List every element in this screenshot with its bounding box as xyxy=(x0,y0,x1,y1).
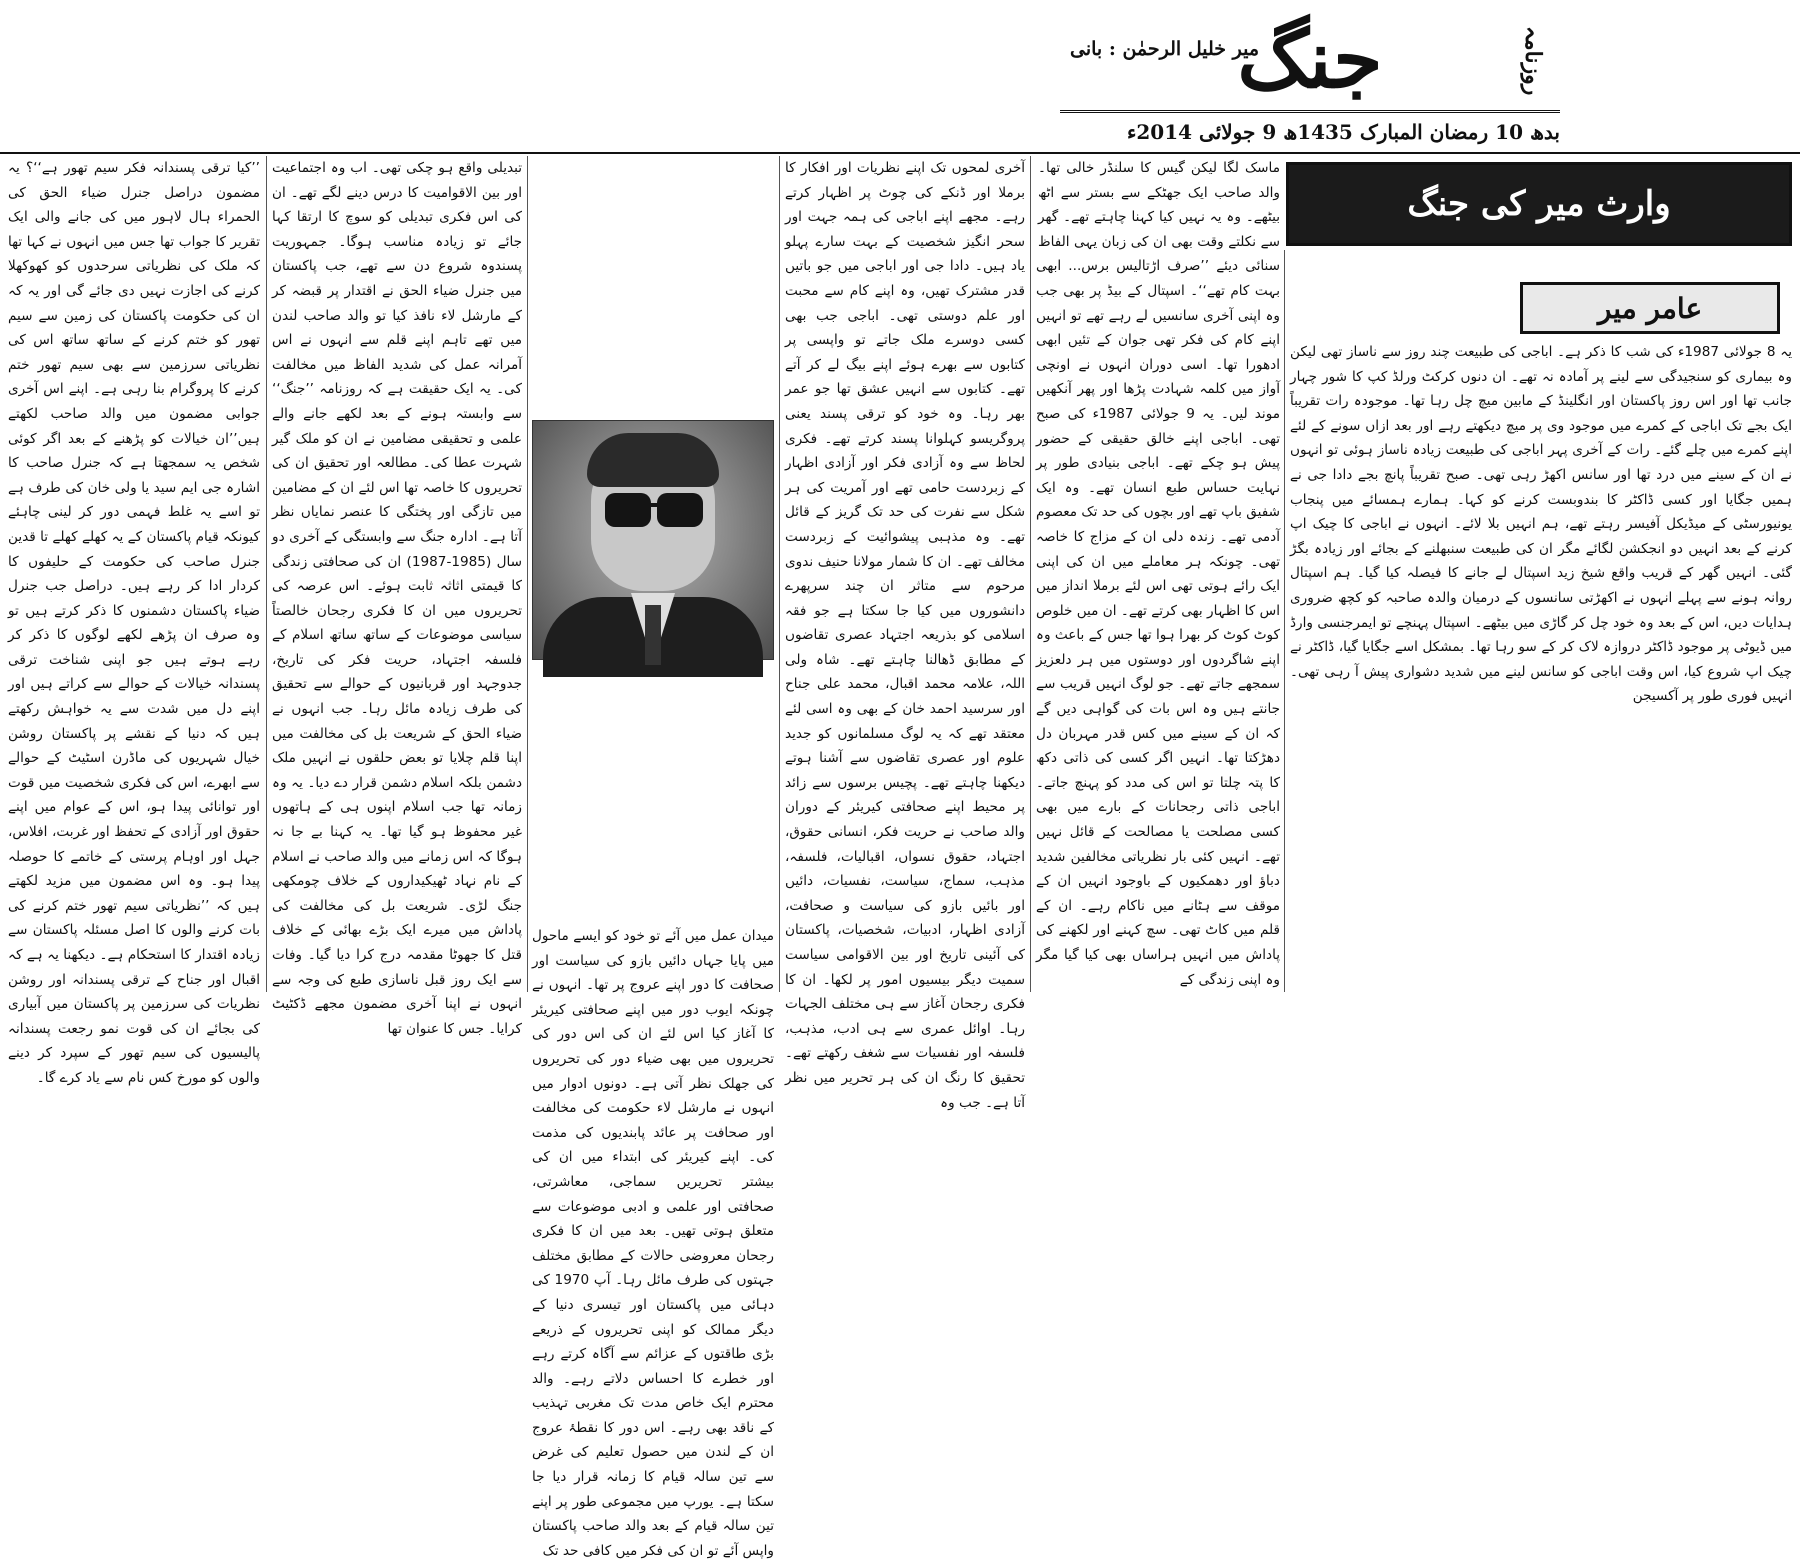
author-father-portrait xyxy=(532,420,774,660)
article-column-6 xyxy=(8,156,260,1086)
article-column-2 xyxy=(1036,156,1280,992)
column-text: یہ 8 جولائی 1987ء کی شب کا ذکر ہے۔ اباجی کی طبیعت چند روز سے ناساز تھی لیکن وہ بیماری کو سنجیدگی سے لینے پر آمادہ نہ تھے۔ ان دنوں کرکٹ ورلڈ کپ کا شور چہار جانب تھا اور اس روز پاکستان اور انگلینڈ کے مابین میچ چل رہا تھا۔ موجودہ رات تقریباً ایک بجے تک اباجی کے کمرے میں موجود وی پر میچ دیکھتے رہے اور بعد ازاں سونے کے لئے اپنے کمرے میں چلے گئے۔ رات کے آخری پہر اباجی کی طبیعت زیادہ ناساز ہوئی تو انہوں نے ان کے سینے میں درد تھا اور سانس اکھڑ رہی تھی۔ صبح تقریباً پانچ بجے دادا جی نے ہمیں جگایا اور کسی ڈاکٹر کا بندوبست کرنے کو کہا۔ ہمارے ہمسائے میں پنجاب یونیورسٹی کے میڈیکل آفیسر رہتے تھے، ہم انہیں بلا لائے۔ انہوں نے اباجی کا چیک اپ کرنے کے بعد انہیں دو انجکشن لگائے مگر ان کی طبیعت سنبھلنے کے بجائے اور زیادہ بگڑ گئی۔ انہیں گھر کے قریب واقع شیخ زید اسپتال لے جانے کا فیصلہ کیا گیا۔ ہم اسپتال روانہ ہونے سے پہلے انہوں نے اکھڑتی سانسوں کے درمیان والدہ صاحبہ کو کچھ ضروری ہدایات دیں، اس کے بعد وہ خود چل کر گاڑی میں بیٹھے۔ اسپتال پہنچے تو ایمرجنسی وارڈ میں ڈیوٹی پر موجود ڈاکٹر دروازہ لاک کر کے سو رہا تھا۔ بمشکل اسے جگایا گیا، ڈاکٹر نے چیک اپ شروع کیا، اس وقت اباجی کو سانس لینے میں شدید دشواری پیش آ رہی تھی۔ انہیں فوری طور پر آکسیجن xyxy=(1290,344,1792,705)
photo-glasses-left xyxy=(605,493,651,527)
article-column-5 xyxy=(272,156,522,1037)
column-divider xyxy=(1030,156,1031,992)
founder-label: بانی xyxy=(1070,38,1103,60)
photo-tie xyxy=(645,605,661,665)
article-column-3 xyxy=(785,156,1025,1111)
column-text: تبدیلی واقع ہو چکی تھی۔ اب وہ اجتماعیت اور بین الاقوامیت کا درس دینے لگے تھے۔ ان کی اس فکری تبدیلی کو سوچ کا ارتقا کہا جائے تو زیادہ مناسب ہوگا۔ جمہوریت پسندوہ شروع دن سے تھے، جب پاکستان میں جنرل ضیاء الحق نے اقتدار پر قبضہ کر کے مارشل لاء نافذ کیا تو والد صاحب لندن میں تھے تاہم اپنے قلم سے انہوں نے اس آمرانہ عمل کی شدید الفاظ میں مخالفت کی۔ یہ ایک حقیقت ہے کہ روزنامہ ’’جنگ‘‘ سے وابستہ ہونے کے بعد لکھے جانے والے علمی و تحقیقی مضامین نے ان کو ملک گیر شہرت عطا کی۔ مطالعہ اور تحقیق ان کی تحریروں کا خاصہ تھا اس لئے ان کے مضامین میں تازگی اور پختگی کا عنصر نمایاں نظر آتا ہے۔ ادارہ جنگ سے وابستگی کے آخری دو سال (1985-1987) ان کی صحافتی زندگی کا قیمتی اثاثہ ثابت ہوئے۔ اس عرصہ کی تحریروں میں ان کا فکری رجحان خالصتاً سیاسی موضوعات کے ساتھ ساتھ اسلام کے فلسفہ اجتہاد، حریت فکر کی تاریخ، جدوجہد اور قربانیوں کے حوالے سے تحقیق کی طرف زیادہ مائل رہا۔ جب انہوں نے ضیاء الحق کے شریعت بل کی مخالفت میں اپنا قلم چلایا تو بعض حلقوں نے انہیں ملک دشمن بلکہ اسلام دشمن قرار دے دیا۔ یہ وہ زمانہ تھا جب اسلام اپنوں ہی کے ہاتھوں غیر محفوظ ہو گیا تھا۔ یہ کہنا بے جا نہ ہوگا کہ اس زمانے میں والد صاحب نے اسلام کے نام نہاد ٹھیکیداروں کے خلاف چومکھی جنگ لڑی۔ شریعت بل کی مخالفت کی پاداش میں میرے ایک بڑے بھائی کے خلاف قتل کا جھوٹا مقدمہ درج کرا دیا گیا۔ وفات سے ایک روز قبل ناسازی طبع کی وجہ سے انہوں نے اپنا آخری مضمون مجھے ڈکٹیٹ کرایا۔ جس کا عنوان تھا xyxy=(272,160,522,1037)
photo-hair xyxy=(587,433,719,487)
column-divider xyxy=(266,156,267,992)
article-headline: وارث میر کی جنگ xyxy=(1286,162,1792,246)
column-text: آخری لمحوں تک اپنے نظریات اور افکار کا برملا اور ڈنکے کی چوٹ پر اظہار کرتے رہے۔ مجھے اپنے اباجی کی ہمہ جہت اور سحر انگیز شخصیت کے بہت سارے پہلو یاد ہیں۔ دادا جی اور اباجی میں جو باتیں قدر مشترک تھیں، وہ اپنے کام سے محبت اور علم دوستی تھی۔ اباجی جب بھی کسی دوسرے ملک جاتے تو واپسی پر کتابوں سے بھرے ہوئے اپنے بیگ لے کر آتے تھے۔ کتابوں سے انہیں عشق تھا جو عمر بھر رہا۔ وہ خود کو ترقی پسند یعنی پروگریسو کہلوانا پسند کرتے تھے۔ فکری لحاظ سے وہ آزادی فکر اور آزادی اظہار کے زبردست حامی تھے اور آمریت کی ہر شکل سے نفرت کی حد تک گریز کے قائل تھے۔ وہ مذہبی پیشوائیت کے زبردست مخالف تھے۔ ان کا شمار مولانا حنیف ندوی مرحوم سے متاثر ان چند سرپھرے دانشوروں میں کیا جا سکتا ہے جو فقہ اسلامی کو بذریعہ اجتہاد عصری تقاضوں کے مطابق ڈھالنا چاہتے تھے۔ شاہ ولی اللہ، علامہ محمد اقبال، محمد علی جناح اور سرسید احمد خان کے بھی وہ اسی لئے معتقد تھے کہ یہ لوگ مسلمانوں کو جدید علوم اور عصری تقاضوں سے آشنا ہوتے دیکھنا چاہتے تھے۔ پچیس برسوں سے زائد پر محیط اپنے صحافتی کیریئر کے دوران والد صاحب نے حریت فکر، انسانی حقوق، اجتہاد، حقوق نسواں، اقبالیات، فلسفہ، مذہب، سماج، سیاست، نفسیات، دائیں اور بائیں بازو کی سیاست و صحافت، آزادی اظہار، ادبیات، شخصیات، پاکستان کی آئینی تاریخ اور بین الاقوامی سیاست سمیت دیگر بیسیوں امور پر لکھا۔ ان کا فکری رجحان آغاز سے ہی مختلف الجہات رہا۔ اوائل عمری سے ہی ادب، مذہب، فلسفہ اور نفسیات سے شغف رکھتے تھے۔ تحقیق کا رنگ ان کی ہر تحریر میں نظر آتا ہے۔ جب وہ xyxy=(785,160,1025,1111)
founder-name: میر خلیل الرحمٰن xyxy=(1122,38,1259,60)
masthead xyxy=(1060,6,1560,118)
dateline: بدھ 10 رمضان المبارک 1435ھ 9 جولائی 2014ء xyxy=(1085,120,1560,154)
article-byline: عامر میر xyxy=(1520,282,1780,334)
logo-text: جنگ xyxy=(1237,12,1383,106)
column-divider xyxy=(779,156,780,992)
column-divider xyxy=(527,156,528,992)
newspaper-logo xyxy=(1060,6,1560,113)
column-text: ماسک لگا لیکن گیس کا سلنڈر خالی تھا۔ والد صاحب ایک جھٹکے سے بستر سے اٹھ بیٹھے۔ وہ یہ نہیں کیا کہنا چاہتے تھے۔ گھر سے نکلتے وقت بھی ان کی زبان یہی الفاظ سنائی دیئے ’’صرف اڑتالیس برس... ابھی بہت کام تھے‘‘۔ اسپتال کے بیڈ پر بھی جب وہ اپنی آخری سانسیں لے رہے تھے تو انہیں اپنے کام کی فکر تھی جوان کے تئیں ابھی ادھورا تھا۔ اسی دوران انہوں نے اونچی آواز میں کلمہ شہادت پڑھا اور پھر آنکھیں موند لیں۔ یہ 9 جولائی 1987ء کی صبح تھی۔ اباجی اپنے خالق حقیقی کے حضور پیش ہو چکے تھے۔ اباجی بنیادی طور پر نہایت حساس طبع انسان تھے۔ وہ ایک شفیق باپ تھے اور بچوں کی حد تک معصوم آدمی تھے۔ زندہ دلی ان کے مزاج کا خاصہ تھی۔ چونکہ ہر معاملے میں ان کی اپنی ایک رائے ہوتی تھی اس لئے برملا انداز میں اس کا اظہار بھی کرتے تھے۔ ان میں خلوص کوٹ کوٹ کر بھرا ہوا تھا جس کے باعث وہ اپنے شاگردوں اور دوستوں میں ہر دلعزیز سمجھے جاتے تھے۔ جو لوگ انہیں قریب سے جانتے ہیں وہ اس بات کی گواہی دیں گے کہ ان کے سینے میں کس قدر مہربان دل دھڑکتا تھا۔ انہیں اگر کسی کی ذاتی دکھ کا پتہ چلتا تو اس کی مدد کو پہنچ جاتے۔ اباجی ذاتی رجحانات کے بارے میں بھی کسی مصلحت یا مصالحت کے قائل نہیں تھے۔ انہیں کئی بار نظریاتی مخالفین شدید دباؤ اور دھمکیوں کے باوجود انہیں ان کے موقف سے ہٹانے میں ناکام رہے۔ ان کے قلم میں کاٹ تھی۔ سچ کہنے اور لکھنے کی پاداش میں انہیں ہراساں بھی کیا گیا مگر وہ اپنی زندگی کے xyxy=(1036,160,1280,988)
founder-line: میر خلیل الرحمٰن : بانی xyxy=(1070,38,1259,60)
photo-glasses-bridge xyxy=(649,503,659,507)
column-text: ’’کیا ترقی پسندانہ فکر سیم تھور ہے‘‘؟ یہ مضمون دراصل جنرل ضیاء الحق کی الحمراء ہال لاہور میں کی جانے والی ایک تقریر کا جواب تھا جس میں انہوں نے کہا تھا کہ ملک کی نظریاتی سرحدوں کو کھوکھلا کرنے کی اجازت نہیں دی جائے گی اور یہ کہ ان کی حکومت پاکستان کی زمین سے سیم تھور کو ختم کرنے کے ساتھ ساتھ اس کی نظریاتی سرزمین سے بھی سیم تھور ختم کرنے کا پروگرام بنا رہی ہے۔ اپنے اس آخری جوابی مضمون میں والد صاحب لکھتے ہیں’’ان خیالات کو پڑھنے کے بعد اگر کوئی شخص یہ سمجھتا ہے کہ جنرل صاحب کا اشارہ جی ایم سید یا ولی خان کی طرف ہے تو اسے یہ غلط فہمی دور کر لینی چاہئے کیونکہ قیام پاکستان کے یہ کھلے کھلے تا قدین جنرل صاحب کی حکومت کے حلیفوں کا کردار ادا کر رہے ہیں۔ دراصل جب جنرل ضیاء پاکستان دشمنوں کا ذکر کرتے ہیں تو وہ صرف ان پڑھے لکھے لوگوں کا ذکر کر رہے ہوتے ہیں جو اپنی شناخت ترقی پسندانہ خیالات کے حوالے سے کراتے ہیں اور اپنے دل میں شدت سے یہ خواہش رکھتے ہیں کہ دنیا کے نقشے پر پاکستان روشن خیال شہریوں کی ماڈرن اسٹیٹ کے حوالے سے ابھرے، اس کی فکری شخصیت میں قوت اور توانائی پیدا ہو، اس کے عوام میں اپنے حقوق اور آزادی کے تحفظ اور غربت، افلاس، جہل اور اوہام پرستی کے خاتمے کا حوصلہ پیدا ہو۔ وہ اس مضمون میں مزید لکھتے ہیں کہ ’’نظریاتی سیم تھور ختم کرنے کی بات کرنے والوں کا اصل مسئلہ پاکستان سے زیادہ اقتدار کا استحکام ہے۔ دیکھنا یہ ہے کہ اقبال اور جناح کے ترقی پسندانہ اور روشن نظریات کی سرزمین پر پاکستان میں آبیاری کی بجائے ان کی قوت نمو رجعت پسندانہ پالیسیوں کی سیم تھور کے سپرد کر دینے والوں کو مورخ کس نام سے یاد کرے گا۔ xyxy=(8,160,260,1086)
top-rule xyxy=(0,152,1800,154)
logo-prefix: روزنامہ xyxy=(1520,26,1546,96)
photo-glasses-right xyxy=(657,493,703,527)
column-text: میدان عمل میں آئے تو خود کو ایسے ماحول میں پایا جہاں دائیں بازو کی سیاست اور صحافت کا دور اپنے عروج پر تھا۔ انہوں نے چونکہ ایوب دور میں اپنے صحافتی کیریئر کا آغاز کیا اس لئے ان کی اس دور کی تحریروں میں بھی ضیاء دور کی تحریروں کی جھلک نظر آتی ہے۔ دونوں ادوار میں انہوں نے مارشل لاء حکومت کی مخالفت اور صحافت پر عائد پابندیوں کی مذمت کی۔ اپنے کیریئر کی ابتداء میں ان کی بیشتر تحریریں سماجی، معاشرتی، صحافتی اور علمی و ادبی موضوعات سے متعلق ہوتی تھیں۔ بعد میں ان کا فکری رجحان معروضی حالات کے مطابق مختلف جہتوں کی طرف مائل رہا۔ آپ 1970 کی دہائی میں پاکستان اور تیسری دنیا کے دیگر ممالک کو اپنی تحریروں کے ذریعے بڑی طاقتوں کے عزائم سے آگاہ کرتے رہے اور خطرے کا احساس دلاتے رہے۔ والد محترم ایک خاص مدت تک مغربی تہذیب کے ناقد بھی رہے۔ اس دور کا نقطۂ عروج ان کے لندن میں حصول تعلیم کی غرض سے تین سالہ قیام کا زمانہ قرار دیا جا سکتا ہے۔ یورپ میں مجموعی طور پر اپنے تین سالہ قیام کے بعد والد صاحب پاکستان واپس آئے تو ان کی فکر میں کافی حد تک xyxy=(532,928,775,1559)
article-column-1 xyxy=(1290,340,1792,992)
column-divider xyxy=(1284,250,1285,992)
